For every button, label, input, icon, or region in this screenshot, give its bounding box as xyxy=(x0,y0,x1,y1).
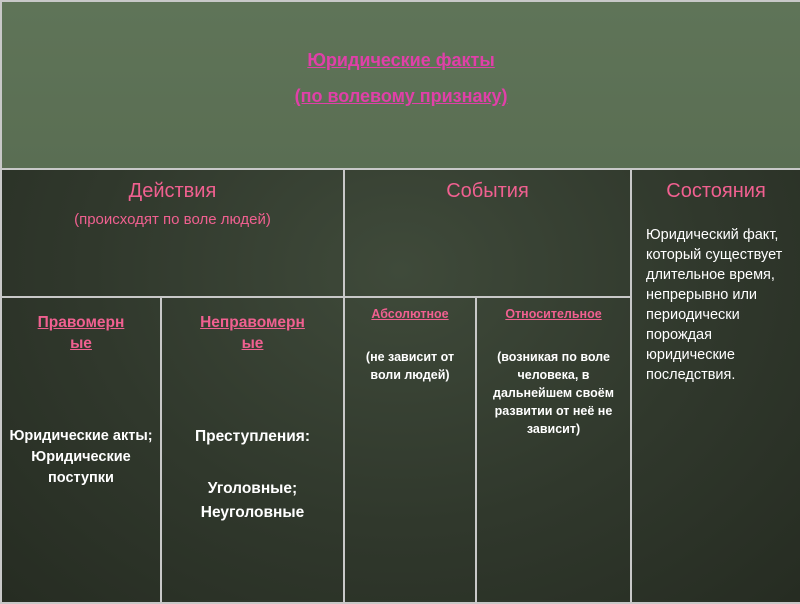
actions-title: Действия xyxy=(128,180,217,202)
lawful-item-2: Юридические поступки xyxy=(31,449,131,486)
lawful-cell xyxy=(1,297,161,603)
actions-header-cell xyxy=(1,169,344,297)
relative-cell xyxy=(476,297,631,603)
slide-title: Юридические факты xyxy=(307,50,495,70)
states-description: Юридический факт, который существует длительное время, непрерывно или периодически порождая юридические последствия. xyxy=(646,227,783,383)
events-title: События xyxy=(446,180,529,202)
absolute-cell xyxy=(344,297,476,603)
absolute-description: (не зависит от воли людей) xyxy=(365,350,455,382)
slide-subtitle: (по волевому признаку) xyxy=(294,86,508,106)
unlawful-item-2: Уголовные; xyxy=(207,480,298,497)
title-cell xyxy=(1,1,800,169)
states-title: Состояния xyxy=(666,180,766,202)
events-header-cell xyxy=(344,169,631,297)
unlawful-cell xyxy=(161,297,344,603)
lawful-title xyxy=(2,312,160,354)
lawful-item-1: Юридические акты; xyxy=(9,428,153,444)
unlawful-title-part1: Неправомерн xyxy=(200,314,305,331)
states-cell xyxy=(631,169,800,603)
actions-subtitle: (происходят по воле людей) xyxy=(74,211,271,228)
unlawful-title-part2: ые xyxy=(241,335,264,352)
unlawful-title xyxy=(162,312,343,354)
lawful-title-part2: ые xyxy=(70,335,92,352)
unlawful-item-1: Преступления: xyxy=(195,428,310,445)
lawful-title-part1: Правомерн xyxy=(37,314,125,331)
relative-description: (возникая по воле человека, в дальнейшем своём развитии от неё не зависит) xyxy=(493,350,614,436)
relative-title: Относительное xyxy=(505,307,602,321)
absolute-title: Абсолютное xyxy=(371,307,449,321)
unlawful-item-3: Неуголовные xyxy=(200,504,305,521)
